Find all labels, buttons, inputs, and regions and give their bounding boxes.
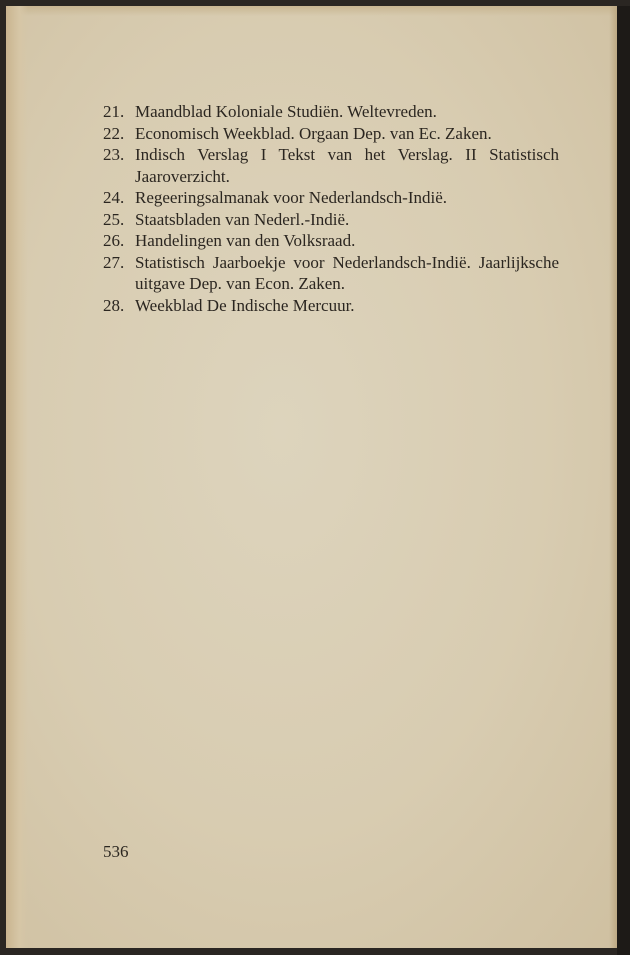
page-right-edge [609, 6, 617, 948]
entry-number: 24. [103, 188, 125, 207]
entry-text: Economisch Weekblad. Orgaan Dep. van Ec. Zaken. [135, 123, 492, 143]
entry-text: Staatsbladen van Nederl.-Indië. [135, 209, 350, 229]
entry-number: 28. [103, 295, 125, 315]
bibliography-list [103, 101, 559, 316]
entry-text: Statistisch Jaarboekje voor Nederlandsch-Indië. Jaarlijksche uitgave Dep. van Econ. Zaken. [135, 252, 559, 293]
entry-text: Indisch Verslag I Tekst van het Verslag. II Statistisch Jaaroverzicht. [135, 145, 559, 186]
bibliography-entry [103, 252, 559, 295]
entry-number: 25. [103, 209, 125, 229]
bibliography-entry [103, 123, 559, 145]
entry-number: 23. [103, 145, 125, 164]
bibliography-entry [103, 209, 559, 231]
bibliography-entry [103, 187, 559, 209]
page-number: 536 [103, 842, 129, 861]
bibliography-entry [103, 295, 559, 317]
entry-number: 21. [103, 102, 125, 121]
entry-text: Handelingen van den Volksraad. [135, 231, 356, 250]
entry-number: 22. [103, 123, 125, 143]
entry-text: Weekblad De Indische Mercuur. [135, 295, 355, 315]
scan-background-strip [617, 6, 630, 955]
bibliography-entry [103, 230, 559, 252]
bibliography-entry [103, 101, 559, 123]
entry-number: 27. [103, 252, 125, 272]
entry-number: 26. [103, 231, 125, 250]
entry-text: Maandblad Koloniale Studiën. Weltevreden. [135, 102, 437, 121]
page-top-edge [6, 6, 617, 16]
page-binding-edge [6, 6, 28, 948]
entry-text: Regeeringsalmanak voor Nederlandsch-Indië. [135, 188, 448, 207]
bibliography-entry [103, 144, 559, 187]
